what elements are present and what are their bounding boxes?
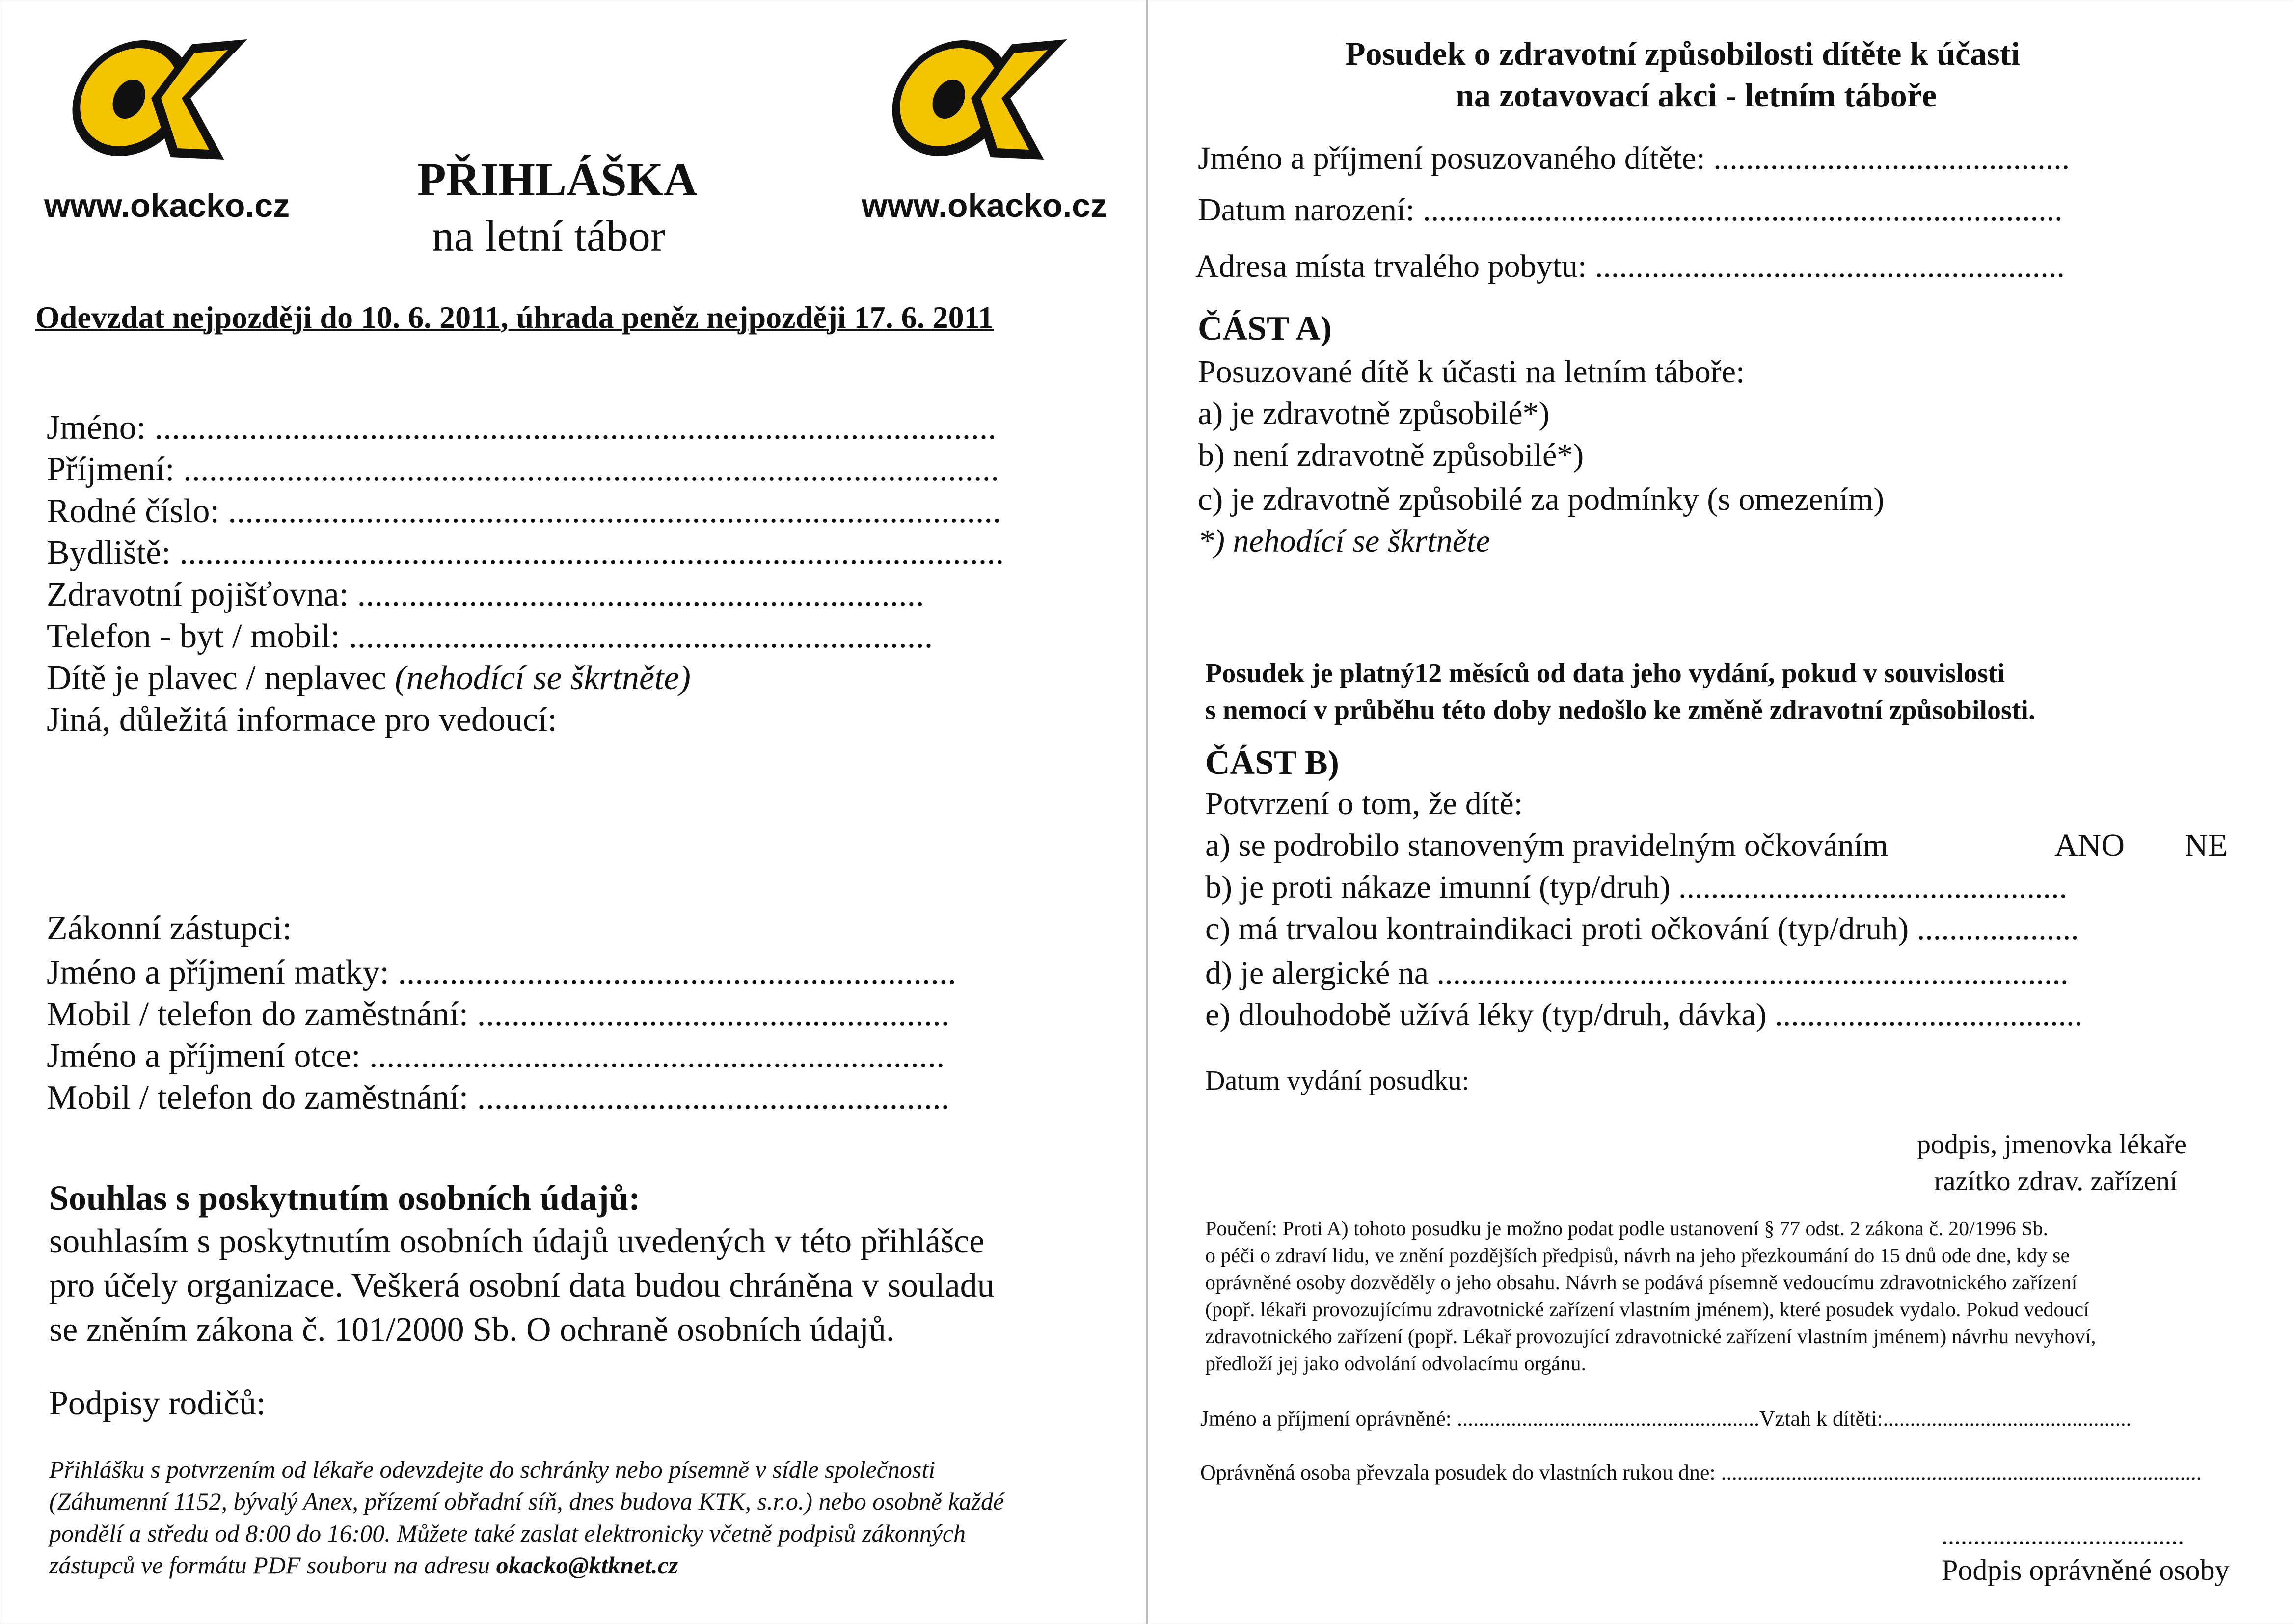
okacko-logo-right — [884, 25, 1100, 211]
page-divider — [1146, 0, 1148, 1624]
okacko-logo-icon — [884, 25, 1090, 172]
part-b-option-d[interactable]: d) je alergické na .............................................................................. — [1205, 955, 2069, 991]
submission-note-line-2: (Záhumenní 1152, bývalý Anex, přízemí obřadní síň, dnes budova KTK, s.r.o.) nebo osobně každé — [49, 1488, 1004, 1515]
part-a-heading: ČÁST A) — [1198, 310, 1332, 347]
authorized-signature-line[interactable]: ...................................... — [1942, 1522, 2184, 1550]
instruction-line-3: oprávněné osoby dozvěděly o jeho obsahu. Návrh se podává písemně vedoucímu zdravotnického zařízení — [1205, 1272, 2078, 1294]
field-address[interactable]: Bydliště: ................................................................................................ — [47, 534, 1004, 572]
field-birth-number[interactable]: Rodné číslo: .......................................................................................... — [47, 492, 1001, 530]
part-b-intro: Potvrzení o tom, že dítě: — [1205, 786, 1523, 822]
stamp-label: razítko zdrav. zařízení — [1934, 1166, 2178, 1197]
part-b-option-c[interactable]: c) má trvalou kontraindikaci proti očkování (typ/druh) .................... — [1205, 911, 2079, 947]
part-a-option-a[interactable]: a) je zdravotně způsobilé*) — [1198, 396, 1550, 431]
field-father-phone[interactable]: Mobil / telefon do zaměstnání: ....................................................... — [47, 1079, 950, 1117]
part-a-note: *) nehodící se škrtněte — [1198, 523, 1490, 559]
submission-note-prefix: zástupců ve formátu PDF souboru na adresu — [49, 1551, 496, 1579]
field-father-name[interactable]: Jméno a příjmení otce: ................................................................... — [47, 1037, 945, 1075]
field-phone[interactable]: Telefon - byt / mobil: .................................................................... — [47, 617, 933, 655]
authorized-signature-label: Podpis oprávněné osoby — [1942, 1554, 2230, 1586]
vaccination-no[interactable]: NE — [2185, 827, 2228, 863]
part-a-option-c[interactable]: c) je zdravotně způsobilé za podmínky (s omezením) — [1198, 481, 1885, 517]
health-certificate-title-1: Posudek o zdravotní způsobilosti dítěte k účasti — [1345, 35, 2021, 72]
field-child-name[interactable]: Jméno a příjmení posuzovaného dítěte: ............................................ — [1198, 140, 2070, 176]
okacko-logo-left — [64, 25, 280, 211]
field-mother-phone[interactable]: Mobil / telefon do zaměstnání: ....................................................... — [47, 995, 950, 1033]
field-permanent-address[interactable]: Adresa místa trvalého pobytu: .......................................................... — [1195, 248, 2065, 284]
part-b-heading: ČÁST B) — [1205, 744, 1339, 782]
consent-line-2: pro účely organizace. Veškerá osobní data budou chráněna v souladu — [49, 1267, 995, 1305]
validity-line-1: Posudek je platný12 měsíců od data jeho vydání, pokud v souvislosti — [1205, 658, 2005, 689]
issue-date-label[interactable]: Datum vydání posudku: — [1205, 1065, 1470, 1096]
guardians-label: Zákonní zástupci: — [47, 909, 292, 947]
consent-heading: Souhlas s poskytnutím osobních údajů: — [49, 1178, 641, 1218]
consent-line-1: souhlasím s poskytnutím osobních údajů uvedených v této přihlášce — [49, 1223, 985, 1260]
doctor-signature-label: podpis, jmenovka lékaře — [1917, 1129, 2186, 1160]
field-insurance[interactable]: Zdravotní pojišťovna: .................................................................. — [47, 576, 924, 613]
part-a-intro: Posuzované dítě k účasti na letním táboře: — [1198, 354, 1745, 390]
part-b-option-b[interactable]: b) je proti nákaze imunní (typ/druh) ................................................ — [1205, 869, 2068, 905]
field-surname[interactable]: Příjmení: ............................................................................................... — [47, 451, 999, 488]
instruction-line-5: zdravotnického zařízení (popř. Lékař provozující zdravotnické zařízení vlastním jménem) návrhu nevyhoví, — [1205, 1326, 2096, 1348]
authorized-received-field[interactable]: Oprávněná osoba převzala posudek do vlastních rukou dne: ......................................................................................... — [1200, 1461, 2202, 1485]
authorized-person-field[interactable]: Jméno a příjmení oprávněné: ........................................................Vztah k dítěti:.............................................. — [1200, 1407, 2132, 1431]
instruction-line-6: předloží jej jako odvolání odvolacímu orgánu. — [1205, 1353, 1587, 1375]
instruction-line-1: Poučení: Proti A) tohoto posudku je možno podat podle ustanovení § 77 odst. 2 zákona č. 20/1996 Sb. — [1205, 1218, 2049, 1240]
vaccination-yes[interactable]: ANO — [2054, 827, 2125, 863]
validity-line-2: s nemocí v průběhu této doby nedošlo ke změně zdravotní způsobilosti. — [1205, 695, 2035, 725]
field-mother-name[interactable]: Jméno a příjmení matky: ................................................................. — [47, 954, 956, 991]
swimmer-note: (nehodící se škrtněte) — [395, 659, 691, 697]
part-b-option-a: a) se podrobilo stanoveným pravidelným očkováním — [1205, 827, 1889, 863]
parent-signatures-label: Podpisy rodičů: — [49, 1384, 266, 1422]
okacko-logo-icon — [64, 25, 270, 172]
contact-email[interactable]: okacko@ktknet.cz — [496, 1551, 678, 1579]
consent-line-3: se zněním zákona č. 101/2000 Sb. O ochraně osobních údajů. — [49, 1311, 895, 1349]
field-name[interactable]: Jméno: .................................................................................................. — [47, 409, 997, 447]
field-swimmer[interactable] — [47, 658, 691, 699]
swimmer-label: Dítě je plavec / neplavec — [47, 659, 395, 697]
instruction-line-4: (popř. lékaři provozujícímu zdravotnické zařízení vlastním jménem), které posudek vydalo. Pokud vedoucí — [1205, 1299, 2089, 1321]
website-url-right[interactable]: www.okacko.cz — [862, 187, 1107, 224]
field-birth-date[interactable]: Datum narození: ............................................................................... — [1198, 192, 2063, 228]
part-a-option-b[interactable]: b) není zdravotně způsobilé*) — [1198, 437, 1584, 473]
part-b-option-e[interactable]: e) dlouhodobě užívá léky (typ/druh, dávka) ...................................... — [1205, 997, 2083, 1033]
submission-note-line-4 — [49, 1551, 678, 1579]
submission-note-line-3: pondělí a středu od 8:00 do 16:00. Můžete také zaslat elektronicky včetně podpisů zákonných — [49, 1519, 966, 1547]
health-certificate-title-2: na zotavovací akci - letním táboře — [1456, 77, 1937, 114]
deadline-notice: Odevzdat nejpozději do 10. 6. 2011, úhrada peněz nejpozději 17. 6. 2011 — [35, 300, 994, 335]
field-other-info[interactable]: Jiná, důležitá informace pro vedoucí: — [47, 701, 557, 739]
instruction-line-2: o péči o zdraví lidu, ve znění pozdějších předpisů, návrh na jeho přezkoumání do 15 dnů ode dne, kdy se — [1205, 1245, 2070, 1267]
form-subtitle: na letní tábor — [432, 212, 665, 261]
form-title: PŘIHLÁŠKA — [417, 153, 698, 206]
website-url-left[interactable]: www.okacko.cz — [44, 187, 290, 224]
submission-note-line-1: Přihlášku s potvrzením od lékaře odevzdejte do schránky nebo písemně v sídle společnosti — [49, 1456, 936, 1483]
